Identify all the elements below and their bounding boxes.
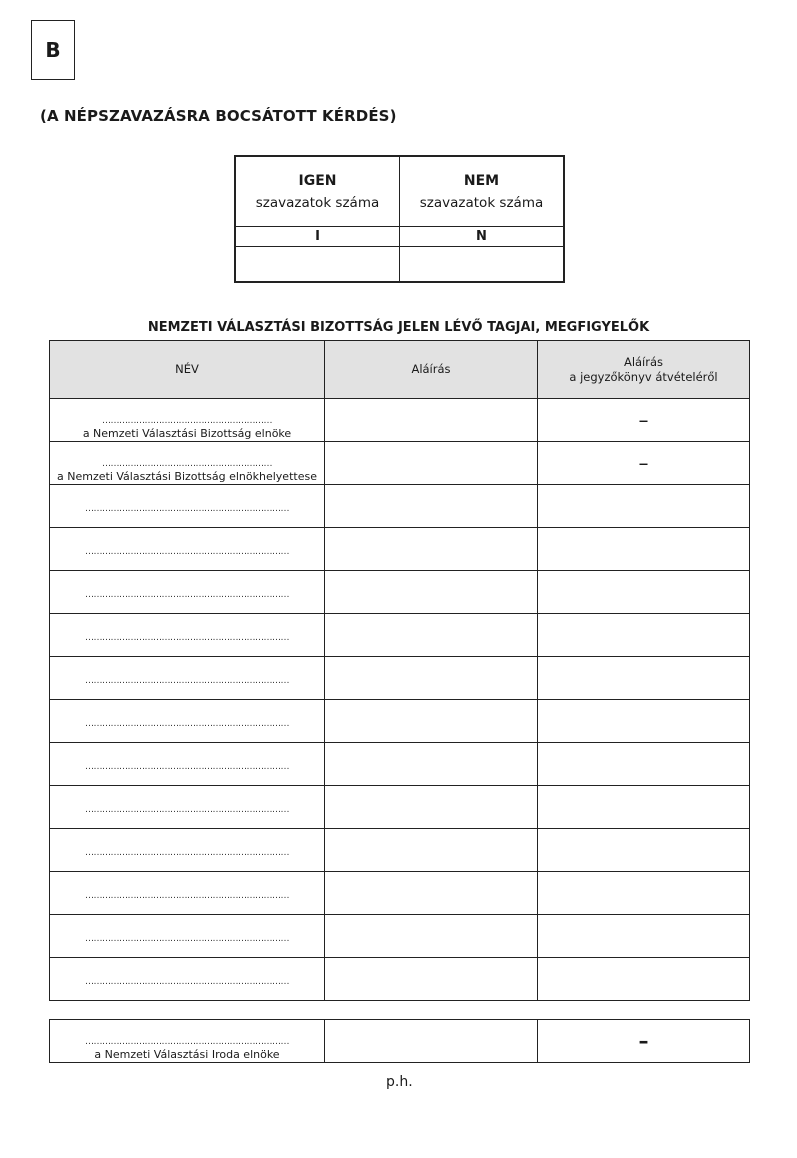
receipt-dash: – xyxy=(538,399,750,442)
name-dotted-line: ……………………………………………………………… xyxy=(85,719,289,729)
table-row xyxy=(50,915,750,958)
table-row xyxy=(50,614,750,657)
name-dotted-line: ……………………………………………………………… xyxy=(85,977,289,987)
table-row xyxy=(50,829,750,872)
member-name-cell[interactable] xyxy=(50,829,325,872)
receipt-signature-cell[interactable] xyxy=(538,614,750,657)
name-dotted-line: ……………………………………………………………… xyxy=(85,1037,289,1047)
office-chair-table xyxy=(49,1019,750,1063)
signature-cell[interactable] xyxy=(325,743,538,786)
vice-chair-name-cell[interactable] xyxy=(50,442,325,485)
signature-cell[interactable] xyxy=(325,958,538,1001)
member-name-cell[interactable] xyxy=(50,657,325,700)
receipt-signature-cell[interactable] xyxy=(538,657,750,700)
chair-role-label: a Nemzeti Választási Bizottság elnöke xyxy=(82,427,292,440)
name-dotted-line: ……………………………………………………………… xyxy=(85,934,289,944)
name-dotted-line: …………………………………………………… xyxy=(102,459,272,469)
member-name-cell[interactable] xyxy=(50,872,325,915)
signature-cell[interactable] xyxy=(325,614,538,657)
table-row xyxy=(50,1020,750,1063)
yes-code: I xyxy=(235,227,400,247)
name-dotted-line: ……………………………………………………………… xyxy=(85,891,289,901)
table-row xyxy=(50,485,750,528)
table-row xyxy=(50,700,750,743)
table-row xyxy=(50,571,750,614)
name-dotted-line: ……………………………………………………………… xyxy=(85,633,289,643)
signature-cell[interactable] xyxy=(325,872,538,915)
signature-cell[interactable] xyxy=(325,829,538,872)
office-chair-role-label: a Nemzeti Választási Iroda elnöke xyxy=(94,1048,280,1061)
receipt-signature-cell[interactable] xyxy=(538,872,750,915)
signature-cell[interactable] xyxy=(325,528,538,571)
signature-cell[interactable] xyxy=(325,786,538,829)
table-row xyxy=(50,528,750,571)
no-code: N xyxy=(400,227,565,247)
table-row xyxy=(50,872,750,915)
receipt-signature-cell[interactable] xyxy=(538,485,750,528)
yes-subtitle: szavazatok száma xyxy=(255,194,380,211)
table-row xyxy=(50,786,750,829)
chair-name-cell[interactable] xyxy=(50,399,325,442)
member-name-cell[interactable] xyxy=(50,528,325,571)
signature-cell[interactable] xyxy=(325,485,538,528)
column-header-name: NÉV xyxy=(50,341,325,399)
no-title: NEM xyxy=(463,172,500,189)
member-name-cell[interactable] xyxy=(50,743,325,786)
section-letter: B xyxy=(45,38,61,62)
signature-cell[interactable] xyxy=(325,657,538,700)
no-header-cell xyxy=(400,156,565,227)
question-heading: (A NÉPSZAVAZÁSRA BOCSÁTOTT KÉRDÉS) xyxy=(40,107,397,125)
receipt-dash: – xyxy=(538,442,750,485)
name-dotted-line: ……………………………………………………………… xyxy=(85,848,289,858)
signature-cell[interactable] xyxy=(325,915,538,958)
vice-chair-role-label: a Nemzeti Választási Bizottság elnökhelyettese xyxy=(57,470,317,483)
receipt-signature-cell[interactable] xyxy=(538,743,750,786)
receipt-signature-cell[interactable] xyxy=(538,958,750,1001)
member-name-cell[interactable] xyxy=(50,614,325,657)
member-name-cell[interactable] xyxy=(50,786,325,829)
name-dotted-line: …………………………………………………… xyxy=(102,416,272,426)
signature-cell[interactable] xyxy=(325,399,538,442)
name-dotted-line: ……………………………………………………………… xyxy=(85,504,289,514)
receipt-signature-cell[interactable] xyxy=(538,700,750,743)
table-row xyxy=(50,958,750,1001)
table-row xyxy=(50,657,750,700)
receipt-header-line2: a jegyzőkönyv átvételéről xyxy=(569,369,718,384)
receipt-signature-cell[interactable] xyxy=(538,571,750,614)
name-dotted-line: ……………………………………………………………… xyxy=(85,805,289,815)
name-dotted-line: ……………………………………………………………… xyxy=(85,590,289,600)
no-subtitle: szavazatok száma xyxy=(419,194,544,211)
yes-header-cell xyxy=(235,156,400,227)
member-name-cell[interactable] xyxy=(50,700,325,743)
member-name-cell[interactable] xyxy=(50,571,325,614)
vote-count-table xyxy=(234,155,565,283)
committee-members-table xyxy=(49,340,750,1001)
member-name-cell[interactable] xyxy=(50,958,325,1001)
signature-cell[interactable] xyxy=(325,442,538,485)
section-letter-box xyxy=(31,20,75,80)
yes-vote-count-field[interactable] xyxy=(235,247,400,283)
column-header-signature: Aláírás xyxy=(325,341,538,399)
member-name-cell[interactable] xyxy=(50,485,325,528)
column-header-receipt-signature xyxy=(538,341,750,399)
office-chair-name-cell[interactable] xyxy=(50,1020,325,1063)
receipt-dash: – xyxy=(538,1020,750,1063)
receipt-signature-cell[interactable] xyxy=(538,786,750,829)
stamp-label: p.h. xyxy=(386,1074,413,1090)
name-dotted-line: ……………………………………………………………… xyxy=(85,762,289,772)
signature-cell[interactable] xyxy=(325,571,538,614)
name-dotted-line: ……………………………………………………………… xyxy=(85,676,289,686)
receipt-signature-cell[interactable] xyxy=(538,829,750,872)
signature-cell[interactable] xyxy=(325,700,538,743)
yes-title: IGEN xyxy=(298,172,337,189)
table-row xyxy=(50,743,750,786)
signature-cell[interactable] xyxy=(325,1020,538,1063)
no-vote-count-field[interactable] xyxy=(400,247,565,283)
name-dotted-line: ……………………………………………………………… xyxy=(85,547,289,557)
receipt-signature-cell[interactable] xyxy=(538,528,750,571)
receipt-header-line1: Aláírás xyxy=(623,354,664,369)
table-row xyxy=(50,442,750,485)
member-name-cell[interactable] xyxy=(50,915,325,958)
committee-title: NEMZETI VÁLASZTÁSI BIZOTTSÁG JELEN LÉVŐ TAGJAI, MEGFIGYELŐK xyxy=(147,320,650,335)
table-row xyxy=(50,399,750,442)
receipt-signature-cell[interactable] xyxy=(538,915,750,958)
